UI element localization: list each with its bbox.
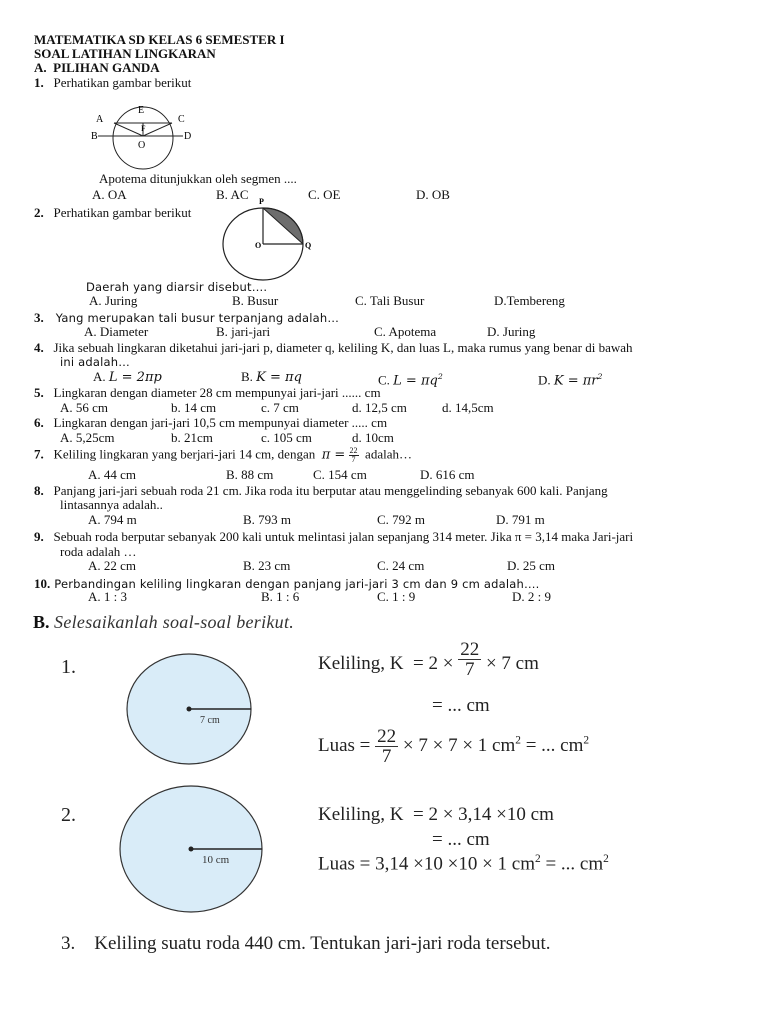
option-b[interactable] bbox=[241, 370, 302, 385]
exponent: 2 bbox=[515, 734, 521, 747]
radius-label: 10 cm bbox=[202, 854, 230, 866]
fraction-denominator: 7 bbox=[464, 659, 475, 680]
option-b[interactable]: B. 23 cm bbox=[243, 558, 291, 573]
option-a[interactable]: A. OA bbox=[92, 187, 127, 202]
option-c[interactable]: c. 105 cm bbox=[261, 430, 312, 445]
essay-3-text: Keliling suatu roda 440 cm. Tentukan jari-jari roda tersebut. bbox=[94, 933, 551, 954]
essay-3 bbox=[61, 933, 551, 955]
question-4 bbox=[34, 341, 633, 355]
option-c[interactable]: C. 792 m bbox=[377, 512, 426, 527]
section-b-heading bbox=[33, 612, 294, 633]
exponent: 2 bbox=[597, 372, 603, 381]
luas-eq-post: × 7 × 7 × 1 cm bbox=[402, 734, 516, 756]
question-9 bbox=[34, 530, 633, 544]
option-a[interactable]: A. 1 : 3 bbox=[88, 589, 127, 604]
question-4-line2: ini adalah… bbox=[60, 355, 130, 369]
question-number: 7. bbox=[34, 446, 44, 462]
luas-label: Luas = bbox=[318, 734, 371, 756]
question-1 bbox=[34, 76, 191, 90]
question-1-prompt: Apotema ditunjukkan oleh segmen .... bbox=[99, 171, 297, 186]
keliling-label: Keliling, K bbox=[318, 804, 404, 825]
question-text: Lingkaran dengan jari-jari 10,5 cm mempunyai diameter ..... cm bbox=[53, 415, 388, 430]
question-number: 4. bbox=[34, 340, 44, 355]
luas-fraction bbox=[375, 727, 398, 766]
keliling-eq: = 2 × 3,14 ×10 cm bbox=[413, 804, 554, 825]
radius-label: 7 cm bbox=[200, 715, 220, 726]
pi-symbol: π = bbox=[321, 447, 346, 463]
luas-eq: Luas = 3,14 ×10 ×10 × 1 cm bbox=[318, 853, 536, 875]
option-a[interactable]: A. Juring bbox=[89, 293, 138, 308]
option-e[interactable]: d. 14,5cm bbox=[442, 400, 494, 415]
luas-result: = ... cm bbox=[540, 853, 604, 875]
document-subtitle: SOAL LATIHAN LINGKARAN bbox=[34, 46, 216, 61]
question-number: 3. bbox=[34, 310, 44, 325]
question-text-line1: Panjang jari-jari sebuah roda 21 cm. Jika roda itu berputar atau menggelinding sebanyak 600 kali. Panjang bbox=[53, 483, 608, 498]
option-c[interactable]: C. 1 : 9 bbox=[377, 589, 416, 604]
question-text: Perhatikan gambar berikut bbox=[53, 205, 192, 220]
option-c[interactable] bbox=[378, 370, 443, 388]
option-c[interactable]: c. 7 cm bbox=[261, 400, 299, 415]
option-d[interactable]: d. 10cm bbox=[352, 430, 394, 445]
option-formula: L = πq bbox=[393, 373, 438, 389]
option-c[interactable]: C. Apotema bbox=[374, 324, 437, 339]
question-text: Perhatikan gambar berikut bbox=[53, 75, 192, 90]
option-d[interactable] bbox=[538, 370, 603, 388]
essay-2-keliling bbox=[318, 804, 554, 826]
keliling-label: Keliling, K bbox=[318, 652, 404, 674]
option-letter: C. bbox=[378, 372, 390, 388]
label-o: O bbox=[138, 140, 146, 151]
option-b[interactable]: B. 88 cm bbox=[226, 467, 274, 482]
luas-result: = ... cm bbox=[520, 734, 584, 756]
option-d[interactable]: D. 2 : 9 bbox=[512, 589, 551, 604]
option-b[interactable]: B. AC bbox=[216, 187, 249, 202]
option-b[interactable]: B. 1 : 6 bbox=[261, 589, 300, 604]
option-a[interactable] bbox=[93, 370, 162, 385]
question-number: 1. bbox=[34, 75, 44, 90]
question-2-prompt: Daerah yang diarsir disebut…. bbox=[86, 280, 268, 294]
fraction-numerator: 22 bbox=[349, 446, 358, 455]
document-title: MATEMATIKA SD KELAS 6 SEMESTER I bbox=[34, 32, 285, 47]
fraction-numerator: 22 bbox=[377, 726, 397, 747]
circle-radius-7-diagram bbox=[124, 652, 256, 768]
question-text: Keliling lingkaran yang berjari-jari 14 cm, dengan bbox=[53, 446, 316, 462]
exponent: 2 bbox=[603, 853, 609, 865]
essay-1-number: 1. bbox=[61, 656, 76, 678]
question-7 bbox=[34, 447, 412, 464]
circle-radius-10-diagram bbox=[118, 783, 266, 917]
section-a-marker: A. bbox=[34, 60, 47, 75]
option-d[interactable]: D.Tembereng bbox=[494, 293, 565, 308]
essay-1-luas bbox=[318, 727, 589, 766]
option-a[interactable]: A. 44 cm bbox=[88, 467, 137, 482]
question-3 bbox=[34, 309, 339, 327]
label-f: F bbox=[141, 124, 146, 133]
pi-fraction bbox=[349, 447, 359, 464]
question-number: 8. bbox=[34, 483, 44, 498]
option-a[interactable]: A. 5,25cm bbox=[60, 430, 115, 445]
section-b-title: Selesaikanlah soal-soal berikut. bbox=[54, 612, 295, 632]
option-a[interactable]: A. Diameter bbox=[84, 324, 149, 339]
option-c[interactable]: C. 24 cm bbox=[377, 558, 425, 573]
option-letter: B. bbox=[241, 369, 253, 384]
essay-3-number: 3. bbox=[61, 933, 76, 954]
question-number: 9. bbox=[34, 529, 44, 544]
question-text-end: adalah… bbox=[365, 446, 412, 462]
keliling-eq-pre: = 2 × bbox=[413, 652, 454, 674]
option-a[interactable]: A. 22 cm bbox=[88, 558, 137, 573]
option-d[interactable]: D. 791 m bbox=[496, 512, 545, 527]
label-b: B bbox=[91, 131, 98, 142]
question-number: 6. bbox=[34, 415, 44, 430]
option-formula: K = πr bbox=[553, 373, 598, 389]
option-d[interactable]: D. 616 cm bbox=[420, 467, 475, 482]
circle-chord-diagram bbox=[88, 100, 208, 175]
question-text-line1: Sebuah roda berputar sebanyak 200 kali untuk melintasi jalan sepanjang 314 meter. Jika π = 3,14 maka Jari-jari bbox=[53, 529, 634, 544]
question-8-line2: lintasannya adalah.. bbox=[60, 497, 163, 512]
option-b[interactable]: B. jari-jari bbox=[216, 324, 271, 339]
fraction-denominator: 7 bbox=[351, 455, 356, 464]
option-b[interactable]: b. 21cm bbox=[171, 430, 213, 445]
question-2 bbox=[34, 206, 191, 220]
question-number: 2. bbox=[34, 205, 44, 220]
option-b[interactable]: B. 793 m bbox=[243, 512, 292, 527]
question-text-line1: Jika sebuah lingkaran diketahui jari-jari p, diameter q, keliling K, dan luas L, maka rumus yang benar di bawah bbox=[53, 340, 633, 355]
question-number: 5. bbox=[34, 385, 44, 400]
option-formula: L = 2πp bbox=[108, 370, 162, 385]
question-text: Perbandingan keliling lingkaran dengan panjang jari-jari 3 cm dan 9 cm adalah…. bbox=[54, 577, 540, 591]
essay-2-keliling-result: = ... cm bbox=[432, 829, 490, 850]
question-number: 10. bbox=[34, 576, 51, 591]
question-9-line2: roda adalah … bbox=[60, 544, 137, 559]
fraction-numerator: 22 bbox=[460, 639, 480, 660]
fraction-denominator: 7 bbox=[381, 746, 392, 767]
label-e: E bbox=[138, 105, 145, 116]
label-q: Q bbox=[305, 241, 312, 250]
option-formula: K = πq bbox=[256, 370, 302, 385]
label-p: P bbox=[259, 197, 264, 206]
section-b-marker: B. bbox=[33, 612, 50, 632]
essay-2-luas bbox=[318, 853, 609, 875]
option-a[interactable]: A. 794 m bbox=[88, 512, 137, 527]
label-a: A bbox=[96, 114, 104, 125]
label-o: O bbox=[255, 241, 262, 250]
option-a[interactable]: A. 56 cm bbox=[60, 400, 109, 415]
option-b[interactable]: b. 14 cm bbox=[171, 400, 217, 415]
question-5 bbox=[34, 386, 381, 400]
option-c[interactable]: C. OE bbox=[308, 187, 341, 202]
question-6 bbox=[34, 416, 387, 430]
question-text: Lingkaran dengan diameter 28 cm mempunyai jari-jari ...... cm bbox=[53, 385, 381, 400]
option-d[interactable]: d. 12,5 cm bbox=[352, 400, 407, 415]
exponent: 2 bbox=[437, 372, 443, 381]
question-8 bbox=[34, 484, 608, 498]
essay-2-number: 2. bbox=[61, 804, 76, 826]
essay-1-keliling bbox=[318, 639, 539, 680]
option-b[interactable]: B. Busur bbox=[232, 293, 279, 308]
option-d[interactable]: D. OB bbox=[416, 187, 450, 202]
option-c[interactable]: C. Tali Busur bbox=[355, 293, 425, 308]
label-c: C bbox=[178, 114, 185, 125]
section-a-title: PILIHAN GANDA bbox=[53, 60, 160, 75]
question-text: Yang merupakan tali busur terpanjang adalah… bbox=[55, 311, 340, 325]
exponent: 2 bbox=[535, 853, 541, 865]
option-letter: D. bbox=[538, 372, 551, 388]
essay-1-keliling-result: = ... cm bbox=[432, 695, 490, 716]
shaded-segment-diagram bbox=[215, 193, 325, 285]
option-letter: A. bbox=[93, 369, 106, 384]
option-c[interactable]: C. 154 cm bbox=[313, 467, 367, 482]
keliling-eq-post: × 7 cm bbox=[485, 652, 539, 674]
keliling-fraction bbox=[458, 640, 481, 679]
option-d[interactable]: D. 25 cm bbox=[507, 558, 556, 573]
section-a-heading bbox=[34, 61, 160, 75]
label-d: D bbox=[184, 131, 192, 142]
exponent: 2 bbox=[583, 734, 590, 747]
option-d[interactable]: D. Juring bbox=[487, 324, 536, 339]
